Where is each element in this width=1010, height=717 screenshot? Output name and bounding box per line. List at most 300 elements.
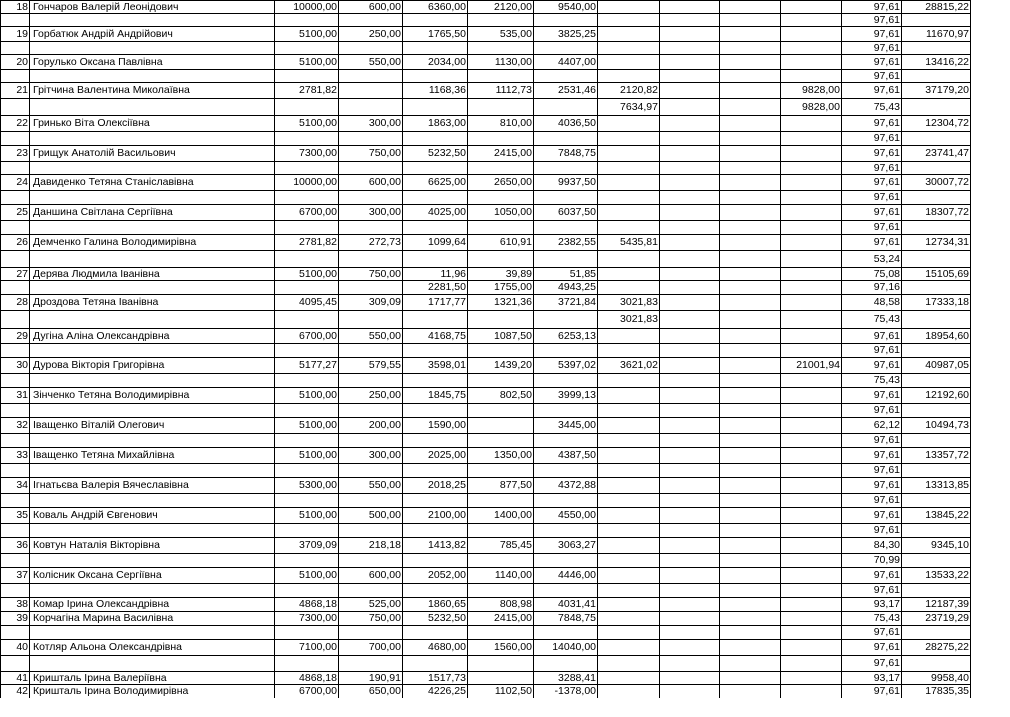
cell-full-name[interactable] (30, 42, 275, 55)
cell-col-total[interactable] (902, 524, 971, 538)
cell-row-number[interactable]: 37 (1, 568, 30, 584)
cell-col-9[interactable] (660, 494, 720, 508)
cell-col-total[interactable] (902, 464, 971, 478)
cell-col-12[interactable]: 97,61 (842, 146, 902, 162)
cell-col-5[interactable] (403, 554, 468, 568)
cell-col-9[interactable] (660, 508, 720, 524)
cell-col-4[interactable] (339, 494, 403, 508)
cell-col-9[interactable] (660, 388, 720, 404)
cell-col-12[interactable]: 75,08 (842, 268, 902, 281)
cell-col-6[interactable] (468, 14, 534, 27)
cell-col-11[interactable] (781, 235, 842, 251)
cell-col-9[interactable] (660, 162, 720, 175)
cell-col-7[interactable]: 7848,75 (534, 146, 598, 162)
cell-col-8[interactable] (598, 568, 660, 584)
cell-col-9[interactable] (660, 584, 720, 598)
cell-full-name[interactable]: Кришталь Ірина Володимирівна (30, 685, 275, 698)
cell-col-total[interactable]: 9345,10 (902, 538, 971, 554)
cell-col-9[interactable] (660, 281, 720, 295)
cell-col-7[interactable]: 3288,41 (534, 672, 598, 685)
cell-col-total[interactable]: 18307,72 (902, 205, 971, 221)
cell-col-total[interactable] (902, 251, 971, 268)
cell-col-4[interactable]: 579,55 (339, 358, 403, 374)
cell-col-8[interactable] (598, 1, 660, 14)
cell-col-9[interactable] (660, 612, 720, 626)
cell-col-6[interactable]: 39,89 (468, 268, 534, 281)
cell-full-name[interactable] (30, 281, 275, 295)
cell-col-7[interactable] (534, 554, 598, 568)
cell-col-5[interactable]: 1168,36 (403, 83, 468, 99)
cell-col-total[interactable] (902, 14, 971, 27)
cell-col-10[interactable] (720, 132, 781, 146)
cell-col-11[interactable] (781, 311, 842, 329)
cell-col-12[interactable]: 97,61 (842, 388, 902, 404)
cell-col-6[interactable] (468, 434, 534, 448)
cell-col-3[interactable]: 5100,00 (275, 388, 339, 404)
cell-col-11[interactable]: 9828,00 (781, 83, 842, 99)
cell-col-10[interactable] (720, 1, 781, 14)
cell-full-name[interactable]: Коваль Андрій Євгенович (30, 508, 275, 524)
cell-col-10[interactable] (720, 538, 781, 554)
cell-row-number[interactable]: 31 (1, 388, 30, 404)
cell-row-number[interactable]: 30 (1, 358, 30, 374)
cell-col-3[interactable] (275, 404, 339, 418)
cell-col-11[interactable] (781, 434, 842, 448)
cell-col-12[interactable]: 97,16 (842, 281, 902, 295)
cell-col-7[interactable] (534, 162, 598, 175)
cell-col-5[interactable]: 4680,00 (403, 640, 468, 656)
cell-col-7[interactable]: 3445,00 (534, 418, 598, 434)
cell-col-total[interactable]: 13416,22 (902, 55, 971, 70)
cell-full-name[interactable]: Горулько Оксана Павлівна (30, 55, 275, 70)
cell-col-12[interactable]: 97,61 (842, 656, 902, 672)
cell-col-12[interactable]: 97,61 (842, 640, 902, 656)
cell-col-5[interactable]: 2025,00 (403, 448, 468, 464)
cell-col-7[interactable]: 3825,25 (534, 27, 598, 42)
cell-col-12[interactable]: 97,61 (842, 344, 902, 358)
cell-col-3[interactable] (275, 281, 339, 295)
cell-col-12[interactable]: 97,61 (842, 70, 902, 83)
cell-col-9[interactable] (660, 404, 720, 418)
cell-col-total[interactable]: 12304,72 (902, 116, 971, 132)
cell-col-4[interactable]: 218,18 (339, 538, 403, 554)
cell-col-10[interactable] (720, 221, 781, 235)
cell-col-9[interactable] (660, 116, 720, 132)
cell-col-4[interactable] (339, 99, 403, 116)
cell-col-7[interactable] (534, 464, 598, 478)
cell-col-11[interactable] (781, 268, 842, 281)
cell-col-total[interactable]: 13357,72 (902, 448, 971, 464)
cell-col-9[interactable] (660, 235, 720, 251)
cell-col-4[interactable] (339, 162, 403, 175)
cell-col-3[interactable]: 5100,00 (275, 418, 339, 434)
cell-col-4[interactable] (339, 524, 403, 538)
cell-col-12[interactable]: 97,61 (842, 132, 902, 146)
cell-col-4[interactable] (339, 221, 403, 235)
cell-col-10[interactable] (720, 388, 781, 404)
cell-col-10[interactable] (720, 626, 781, 640)
cell-col-7[interactable]: 2382,55 (534, 235, 598, 251)
cell-row-number[interactable]: 35 (1, 508, 30, 524)
cell-col-9[interactable] (660, 191, 720, 205)
cell-col-7[interactable]: 9937,50 (534, 175, 598, 191)
cell-col-5[interactable]: 1860,65 (403, 598, 468, 612)
cell-col-total[interactable]: 13845,22 (902, 508, 971, 524)
cell-col-11[interactable] (781, 626, 842, 640)
cell-col-6[interactable]: 808,98 (468, 598, 534, 612)
cell-col-6[interactable]: 810,00 (468, 116, 534, 132)
cell-col-8[interactable] (598, 626, 660, 640)
cell-col-12[interactable]: 97,61 (842, 524, 902, 538)
cell-col-12[interactable]: 62,12 (842, 418, 902, 434)
cell-col-9[interactable] (660, 268, 720, 281)
cell-full-name[interactable] (30, 554, 275, 568)
cell-full-name[interactable] (30, 626, 275, 640)
cell-col-5[interactable] (403, 494, 468, 508)
cell-col-12[interactable]: 75,43 (842, 612, 902, 626)
cell-col-total[interactable] (902, 656, 971, 672)
cell-row-number[interactable] (1, 404, 30, 418)
cell-col-9[interactable] (660, 374, 720, 388)
cell-col-4[interactable]: 550,00 (339, 478, 403, 494)
cell-col-5[interactable]: 1590,00 (403, 418, 468, 434)
cell-col-total[interactable]: 11670,97 (902, 27, 971, 42)
cell-col-3[interactable] (275, 221, 339, 235)
cell-row-number[interactable] (1, 132, 30, 146)
cell-full-name[interactable]: Кришталь Ірина Валеріївна (30, 672, 275, 685)
cell-col-5[interactable] (403, 656, 468, 672)
cell-col-8[interactable]: 3621,02 (598, 358, 660, 374)
cell-col-6[interactable]: 1050,00 (468, 205, 534, 221)
cell-col-9[interactable] (660, 83, 720, 99)
cell-col-12[interactable]: 97,61 (842, 568, 902, 584)
cell-col-3[interactable] (275, 464, 339, 478)
cell-col-7[interactable] (534, 584, 598, 598)
cell-row-number[interactable] (1, 656, 30, 672)
cell-col-9[interactable] (660, 524, 720, 538)
cell-col-6[interactable]: 877,50 (468, 478, 534, 494)
cell-col-6[interactable]: 535,00 (468, 27, 534, 42)
cell-col-8[interactable] (598, 205, 660, 221)
cell-col-7[interactable]: -1378,00 (534, 685, 598, 698)
cell-col-total[interactable] (902, 626, 971, 640)
cell-col-8[interactable] (598, 656, 660, 672)
cell-col-10[interactable] (720, 672, 781, 685)
cell-col-5[interactable]: 11,96 (403, 268, 468, 281)
cell-col-9[interactable] (660, 672, 720, 685)
cell-full-name[interactable] (30, 191, 275, 205)
cell-col-9[interactable] (660, 538, 720, 554)
cell-col-total[interactable]: 10494,73 (902, 418, 971, 434)
cell-col-9[interactable] (660, 42, 720, 55)
cell-col-11[interactable] (781, 568, 842, 584)
cell-col-8[interactable] (598, 70, 660, 83)
cell-col-12[interactable]: 97,61 (842, 162, 902, 175)
cell-col-8[interactable] (598, 598, 660, 612)
cell-col-9[interactable] (660, 640, 720, 656)
cell-col-3[interactable] (275, 494, 339, 508)
cell-col-total[interactable]: 13313,85 (902, 478, 971, 494)
cell-col-7[interactable] (534, 626, 598, 640)
cell-col-6[interactable] (468, 524, 534, 538)
cell-col-9[interactable] (660, 70, 720, 83)
cell-full-name[interactable]: Ковтун Наталія Вікторівна (30, 538, 275, 554)
cell-col-total[interactable] (902, 132, 971, 146)
cell-col-6[interactable]: 785,45 (468, 538, 534, 554)
cell-row-number[interactable]: 26 (1, 235, 30, 251)
cell-col-12[interactable]: 97,61 (842, 584, 902, 598)
cell-col-8[interactable] (598, 132, 660, 146)
cell-col-3[interactable]: 5100,00 (275, 27, 339, 42)
cell-full-name[interactable]: Комар Ірина Олександрівна (30, 598, 275, 612)
cell-col-total[interactable] (902, 584, 971, 598)
cell-col-12[interactable]: 97,61 (842, 1, 902, 14)
cell-col-6[interactable] (468, 162, 534, 175)
cell-row-number[interactable] (1, 626, 30, 640)
cell-col-7[interactable]: 4387,50 (534, 448, 598, 464)
cell-col-7[interactable]: 14040,00 (534, 640, 598, 656)
cell-col-7[interactable] (534, 99, 598, 116)
cell-col-12[interactable]: 97,61 (842, 27, 902, 42)
cell-col-7[interactable] (534, 524, 598, 538)
cell-col-total[interactable]: 28275,22 (902, 640, 971, 656)
cell-col-total[interactable] (902, 494, 971, 508)
cell-row-number[interactable] (1, 554, 30, 568)
cell-row-number[interactable] (1, 464, 30, 478)
cell-col-total[interactable]: 17333,18 (902, 295, 971, 311)
cell-col-3[interactable]: 6700,00 (275, 205, 339, 221)
cell-col-5[interactable] (403, 70, 468, 83)
cell-full-name[interactable]: Іващенко Віталій Олегович (30, 418, 275, 434)
cell-col-12[interactable]: 97,61 (842, 175, 902, 191)
cell-row-number[interactable] (1, 162, 30, 175)
cell-row-number[interactable] (1, 42, 30, 55)
cell-row-number[interactable] (1, 281, 30, 295)
cell-col-total[interactable]: 18954,60 (902, 329, 971, 344)
cell-col-4[interactable]: 600,00 (339, 175, 403, 191)
cell-col-10[interactable] (720, 478, 781, 494)
cell-col-3[interactable] (275, 132, 339, 146)
cell-col-7[interactable]: 6253,13 (534, 329, 598, 344)
cell-col-4[interactable] (339, 344, 403, 358)
cell-col-3[interactable] (275, 311, 339, 329)
cell-col-10[interactable] (720, 42, 781, 55)
cell-col-total[interactable]: 28815,22 (902, 1, 971, 14)
cell-col-11[interactable] (781, 685, 842, 698)
cell-col-10[interactable] (720, 404, 781, 418)
cell-row-number[interactable] (1, 434, 30, 448)
cell-col-4[interactable]: 750,00 (339, 146, 403, 162)
cell-col-7[interactable]: 4407,00 (534, 55, 598, 70)
cell-col-5[interactable]: 3598,01 (403, 358, 468, 374)
cell-col-10[interactable] (720, 568, 781, 584)
cell-col-8[interactable] (598, 329, 660, 344)
cell-col-5[interactable] (403, 344, 468, 358)
cell-col-8[interactable] (598, 55, 660, 70)
cell-full-name[interactable]: Давиденко Тетяна Станіславівна (30, 175, 275, 191)
cell-col-5[interactable] (403, 162, 468, 175)
cell-col-6[interactable]: 2120,00 (468, 1, 534, 14)
cell-col-4[interactable]: 600,00 (339, 1, 403, 14)
cell-col-7[interactable] (534, 132, 598, 146)
cell-full-name[interactable]: Корчагіна Марина Василівна (30, 612, 275, 626)
cell-col-total[interactable] (902, 434, 971, 448)
cell-col-4[interactable]: 650,00 (339, 685, 403, 698)
cell-col-5[interactable]: 2100,00 (403, 508, 468, 524)
cell-col-9[interactable] (660, 221, 720, 235)
cell-col-12[interactable]: 97,61 (842, 235, 902, 251)
cell-col-8[interactable] (598, 418, 660, 434)
cell-row-number[interactable]: 22 (1, 116, 30, 132)
cell-full-name[interactable]: Даншина Світлана Сергіївна (30, 205, 275, 221)
cell-col-11[interactable] (781, 42, 842, 55)
cell-col-3[interactable] (275, 251, 339, 268)
cell-col-10[interactable] (720, 146, 781, 162)
cell-row-number[interactable]: 36 (1, 538, 30, 554)
cell-col-9[interactable] (660, 175, 720, 191)
cell-row-number[interactable]: 23 (1, 146, 30, 162)
cell-col-total[interactable]: 12187,39 (902, 598, 971, 612)
cell-col-12[interactable]: 97,61 (842, 14, 902, 27)
cell-col-8[interactable] (598, 42, 660, 55)
cell-full-name[interactable] (30, 70, 275, 83)
cell-col-11[interactable] (781, 329, 842, 344)
cell-full-name[interactable]: Іващенко Тетяна Михайлівна (30, 448, 275, 464)
cell-col-total[interactable] (902, 42, 971, 55)
cell-row-number[interactable]: 24 (1, 175, 30, 191)
cell-col-3[interactable]: 10000,00 (275, 175, 339, 191)
cell-col-3[interactable]: 5100,00 (275, 568, 339, 584)
cell-col-3[interactable] (275, 626, 339, 640)
cell-col-4[interactable]: 190,91 (339, 672, 403, 685)
cell-col-total[interactable]: 13533,22 (902, 568, 971, 584)
cell-col-total[interactable] (902, 162, 971, 175)
cell-row-number[interactable] (1, 494, 30, 508)
cell-col-4[interactable]: 550,00 (339, 55, 403, 70)
cell-col-11[interactable] (781, 374, 842, 388)
cell-col-3[interactable] (275, 99, 339, 116)
cell-col-11[interactable] (781, 656, 842, 672)
cell-col-10[interactable] (720, 685, 781, 698)
cell-col-12[interactable]: 53,24 (842, 251, 902, 268)
cell-col-12[interactable]: 97,61 (842, 464, 902, 478)
cell-full-name[interactable]: Дурова Вікторія Григорівна (30, 358, 275, 374)
cell-col-10[interactable] (720, 116, 781, 132)
cell-col-9[interactable] (660, 554, 720, 568)
cell-col-8[interactable] (598, 162, 660, 175)
cell-col-7[interactable] (534, 374, 598, 388)
cell-col-total[interactable]: 17835,35 (902, 685, 971, 698)
cell-col-11[interactable] (781, 584, 842, 598)
cell-col-4[interactable] (339, 132, 403, 146)
cell-col-6[interactable] (468, 554, 534, 568)
cell-col-8[interactable] (598, 640, 660, 656)
cell-col-6[interactable] (468, 251, 534, 268)
cell-full-name[interactable]: Ігнатьєва Валерія Вячеславівна (30, 478, 275, 494)
cell-col-5[interactable] (403, 464, 468, 478)
cell-full-name[interactable]: Колісник Оксана Сергіївна (30, 568, 275, 584)
cell-col-11[interactable] (781, 146, 842, 162)
cell-col-12[interactable]: 48,58 (842, 295, 902, 311)
cell-col-8[interactable] (598, 27, 660, 42)
cell-col-6[interactable]: 1087,50 (468, 329, 534, 344)
cell-col-10[interactable] (720, 268, 781, 281)
cell-col-3[interactable]: 5300,00 (275, 478, 339, 494)
cell-col-12[interactable]: 97,61 (842, 685, 902, 698)
cell-col-total[interactable] (902, 374, 971, 388)
cell-col-8[interactable]: 3021,83 (598, 295, 660, 311)
cell-row-number[interactable] (1, 311, 30, 329)
cell-full-name[interactable] (30, 251, 275, 268)
cell-col-11[interactable]: 21001,94 (781, 358, 842, 374)
cell-col-7[interactable]: 7848,75 (534, 612, 598, 626)
cell-col-12[interactable]: 75,43 (842, 374, 902, 388)
cell-col-4[interactable]: 300,00 (339, 205, 403, 221)
cell-col-5[interactable] (403, 524, 468, 538)
cell-col-6[interactable]: 802,50 (468, 388, 534, 404)
cell-col-11[interactable] (781, 55, 842, 70)
cell-full-name[interactable]: Зінченко Тетяна Володимирівна (30, 388, 275, 404)
cell-col-9[interactable] (660, 1, 720, 14)
cell-col-11[interactable] (781, 598, 842, 612)
cell-col-4[interactable] (339, 311, 403, 329)
cell-col-12[interactable]: 97,61 (842, 205, 902, 221)
cell-col-4[interactable]: 300,00 (339, 116, 403, 132)
cell-row-number[interactable]: 29 (1, 329, 30, 344)
cell-col-7[interactable]: 2531,46 (534, 83, 598, 99)
cell-col-11[interactable] (781, 14, 842, 27)
cell-col-6[interactable] (468, 494, 534, 508)
cell-col-9[interactable] (660, 329, 720, 344)
cell-col-total[interactable] (902, 311, 971, 329)
cell-col-6[interactable]: 1140,00 (468, 568, 534, 584)
cell-col-5[interactable] (403, 99, 468, 116)
cell-col-11[interactable] (781, 478, 842, 494)
cell-col-7[interactable]: 4550,00 (534, 508, 598, 524)
cell-col-10[interactable] (720, 524, 781, 538)
cell-col-7[interactable] (534, 344, 598, 358)
cell-row-number[interactable] (1, 524, 30, 538)
cell-full-name[interactable] (30, 656, 275, 672)
cell-col-7[interactable] (534, 251, 598, 268)
cell-col-10[interactable] (720, 205, 781, 221)
cell-col-3[interactable]: 2781,82 (275, 83, 339, 99)
cell-col-3[interactable]: 7100,00 (275, 640, 339, 656)
cell-col-4[interactable] (339, 281, 403, 295)
cell-row-number[interactable]: 40 (1, 640, 30, 656)
cell-col-5[interactable]: 1099,64 (403, 235, 468, 251)
cell-col-7[interactable] (534, 494, 598, 508)
cell-col-3[interactable] (275, 14, 339, 27)
cell-col-total[interactable] (902, 344, 971, 358)
cell-full-name[interactable]: Дугіна Аліна Олександрівна (30, 329, 275, 344)
cell-col-7[interactable]: 4446,00 (534, 568, 598, 584)
cell-col-11[interactable] (781, 672, 842, 685)
cell-col-9[interactable] (660, 598, 720, 612)
cell-col-11[interactable] (781, 344, 842, 358)
cell-col-total[interactable] (902, 404, 971, 418)
cell-full-name[interactable]: Гончаров Валерій Леонідович (30, 1, 275, 14)
cell-col-6[interactable]: 2415,00 (468, 146, 534, 162)
cell-col-8[interactable] (598, 251, 660, 268)
cell-row-number[interactable]: 19 (1, 27, 30, 42)
cell-col-5[interactable]: 1413,82 (403, 538, 468, 554)
cell-col-7[interactable] (534, 656, 598, 672)
cell-col-11[interactable] (781, 612, 842, 626)
cell-col-5[interactable] (403, 434, 468, 448)
cell-full-name[interactable]: Котляр Альона Олександрівна (30, 640, 275, 656)
cell-row-number[interactable]: 27 (1, 268, 30, 281)
